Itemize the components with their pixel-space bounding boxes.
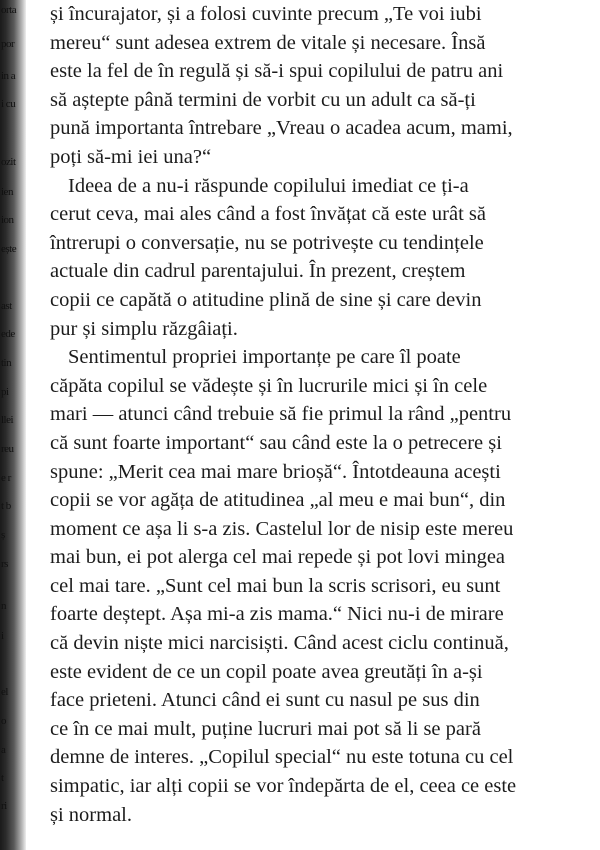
gutter-fragment: ește [1, 243, 17, 255]
gutter-fragment: ri [1, 800, 7, 812]
gutter-fragment: ien [1, 186, 13, 198]
text-line: este evident de ce un copil poate avea greutăți în a-și [50, 660, 483, 683]
text-line: Sentimentul propriei importanțe pe care îl poate [68, 346, 461, 369]
text-line: cerut ceva, mai ales când a fost învățat că este urât să [50, 203, 486, 226]
paragraph-2 [50, 172, 590, 344]
gutter-fragment: a [1, 744, 6, 756]
gutter-fragment: i [1, 630, 4, 642]
text-line: pună importanta întrebare „Vreau o acadea acum, mami, [50, 117, 513, 140]
text-line: este la fel de în regulă și să-i spui copilului de patru ani [50, 60, 504, 83]
text-line: poți să-mi iei una?“ [50, 145, 212, 168]
gutter-fragment: e r [1, 472, 11, 484]
text-line: actuale din cadrul parentajului. În prezent, creștem [50, 260, 466, 283]
text-line: întrerupi o conversație, nu se potrivește cu tendințele [50, 231, 484, 254]
text-line: mari — atunci când trebuie să fie primul la rând „pentru [50, 403, 512, 426]
text-line: copii se vor agăța de atitudinea „al meu e mai bun“, din [50, 489, 506, 512]
gutter-fragment: n [1, 600, 6, 612]
paragraph-1 [50, 0, 590, 172]
gutter-fragment: t [1, 772, 4, 784]
paragraph-3 [50, 343, 590, 829]
text-line: demne de interes. „Copilul special“ nu este totuna cu cel [50, 746, 514, 769]
gutter-fragment: rs [1, 558, 8, 570]
gutter-fragment: ast [1, 300, 12, 312]
text-line: copii ce capătă o atitudine plină de sine și care devin [50, 288, 482, 311]
gutter-fragment: reu [1, 443, 14, 455]
gutter-fragment: llei [1, 414, 14, 426]
gutter-fragment: el [1, 686, 8, 698]
gutter-fragment: in a [1, 70, 16, 82]
text-line: și normal. [50, 803, 132, 826]
text-line: că devin niște mici narcisiști. Când acest ciclu continuă, [50, 632, 509, 655]
text-line: spune: „Merit cea mai mare brioșă“. Întotdeauna acești [50, 460, 501, 483]
body-text [50, 0, 590, 829]
gutter-fragment: orta [1, 4, 17, 16]
gutter-fragment: ede [1, 328, 15, 340]
text-line: simpatic, iar alți copii se vor îndepărta de el, ceea ce este [50, 775, 517, 798]
text-line: să aștepte până termini de vorbit cu un adult ca să-ți [50, 88, 476, 111]
binding-gutter [0, 0, 26, 850]
text-line: Ideea de a nu-i răspunde copilului imediat ce ți-a [68, 174, 469, 197]
text-line: mereu“ sunt adesea extrem de vitale și necesare. Însă [50, 31, 486, 54]
gutter-fragment: ș [1, 529, 5, 541]
text-line: moment ce așa li s-a zis. Castelul lor de nisip este mereu [50, 517, 514, 540]
gutter-fragment: pi [1, 386, 9, 398]
gutter-fragment: t b [1, 500, 11, 512]
text-line: și încurajator, și a folosi cuvinte precum „Te voi iubi [50, 3, 482, 25]
gutter-fragment: ion [1, 214, 14, 226]
gutter-fragment: tin [1, 357, 12, 369]
gutter-fragment: o [1, 715, 6, 727]
text-line: mai bun, ei pot alerga cel mai repede și pot lovi mingea [50, 546, 506, 569]
gutter-fragment: i cu [1, 98, 16, 110]
text-line: cel mai tare. „Sunt cel mai bun la scris scrisori, eu sunt [50, 574, 501, 597]
text-line: pur și simplu răzgâiați. [50, 317, 238, 340]
text-line: face prieteni. Atunci când ei sunt cu nasul pe sus din [50, 689, 480, 712]
text-line: foarte deștept. Așa mi-a zis mama.“ Nici nu-i de mirare [50, 603, 504, 626]
gutter-fragment: ozit [1, 156, 16, 168]
gutter-fragment: por [1, 38, 15, 50]
text-line: ce în ce mai mult, puține lucruri mai pot să li se pară [50, 717, 481, 740]
text-line: căpăta copilul se vădește și în lucrurile mici și în cele [50, 374, 488, 397]
text-line: că sunt foarte important“ sau când este la o petrecere și [50, 431, 502, 454]
